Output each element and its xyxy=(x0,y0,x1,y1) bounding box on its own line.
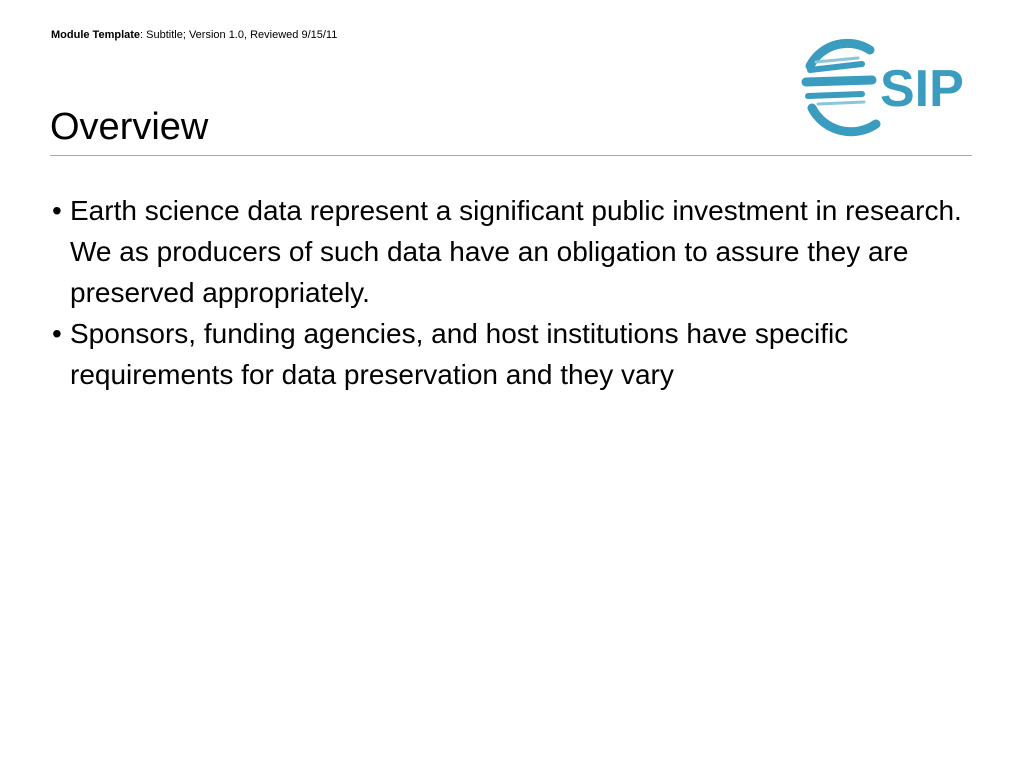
bullet-list xyxy=(52,190,982,395)
module-template-label: Module Template xyxy=(51,29,141,41)
bullet-item xyxy=(52,313,982,395)
slide-title: Overview xyxy=(50,106,209,148)
title-divider xyxy=(50,155,972,156)
module-template-note xyxy=(51,28,337,42)
bullet-text: Sponsors, funding agencies, and host institutions have specific requirements for data preservation and they vary xyxy=(70,318,849,390)
bullet-icon: • xyxy=(52,195,62,226)
esip-logo-text: SIP xyxy=(880,60,964,118)
esip-logo-icon xyxy=(792,36,972,140)
bullet-item xyxy=(52,190,982,313)
bullet-icon: • xyxy=(52,318,62,349)
module-template-details: : Subtitle; Version 1.0, Reviewed 9/15/11 xyxy=(140,29,338,41)
bullet-text: Earth science data represent a significant public investment in research. We as producers of such data have an obligation to assure they are preserved appropriately. xyxy=(70,195,962,308)
